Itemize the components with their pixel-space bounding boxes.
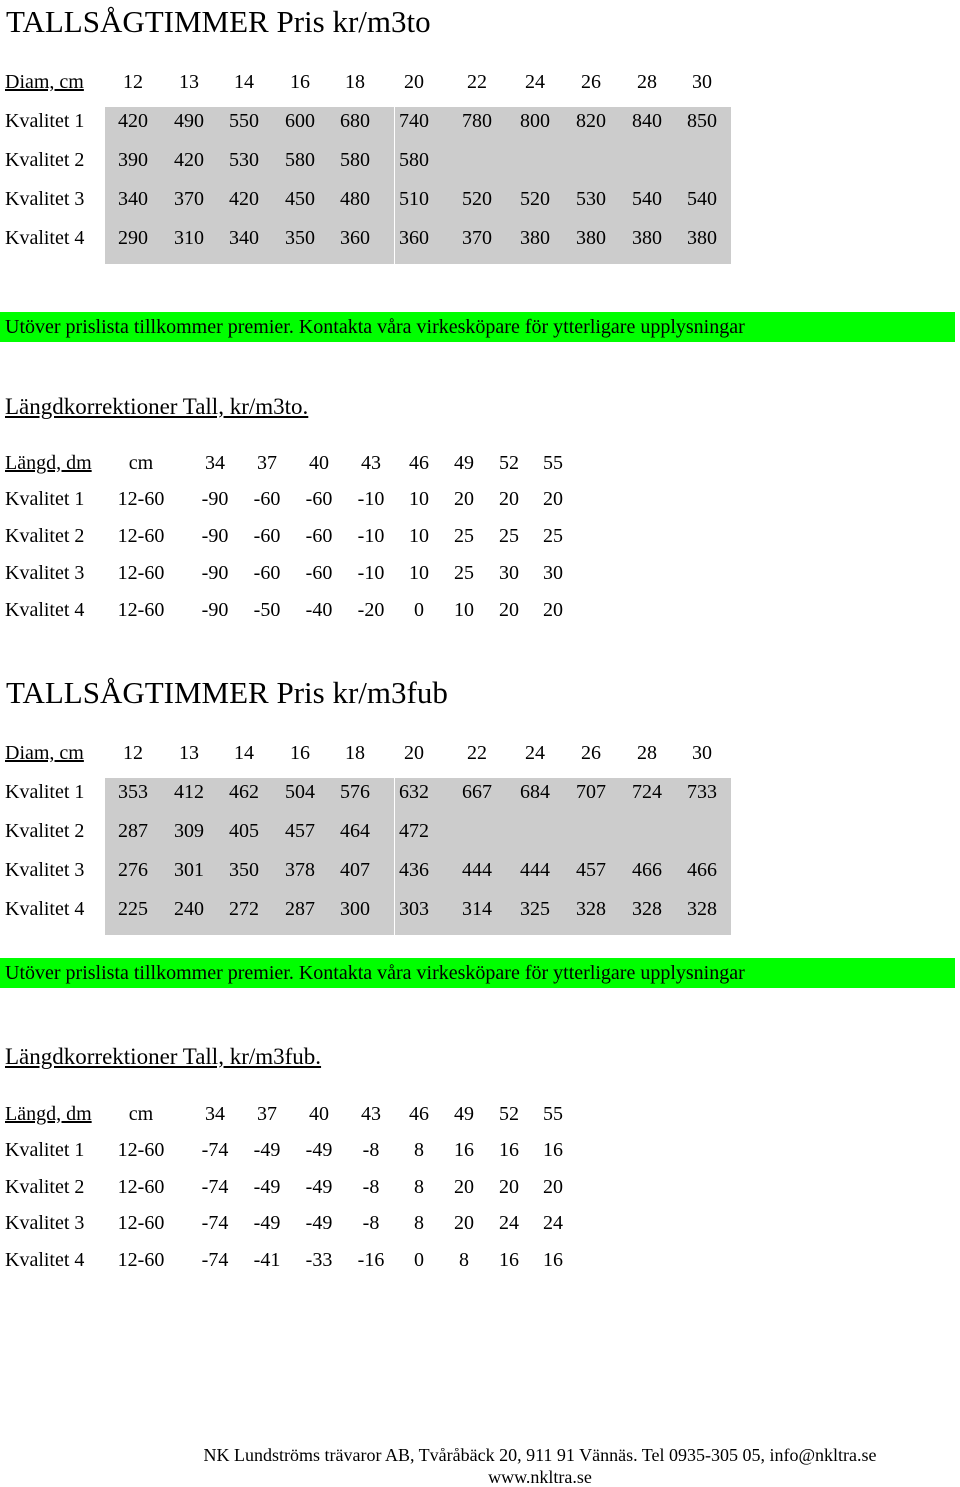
correction-cell: -10 (357, 562, 385, 584)
price-cell: 350 (229, 859, 259, 881)
price-grid-separator (394, 778, 395, 935)
length-header-cell: 40 (309, 1103, 329, 1125)
quality-row-label: Kvalitet 4 (5, 227, 85, 249)
length-header-cell: 37 (257, 1103, 277, 1125)
price-cell: 457 (576, 859, 606, 881)
price-cell: 378 (285, 859, 315, 881)
correction-cell: -50 (253, 599, 281, 621)
diameter-header-cell: 18 (345, 742, 365, 764)
price-cell: 309 (174, 820, 204, 842)
price-cell: 350 (285, 227, 315, 249)
correction-cell: -49 (253, 1176, 281, 1198)
price-cell: 380 (632, 227, 662, 249)
diameter-header-label: Diam, cm (5, 71, 84, 93)
correction-cell: 25 (454, 562, 474, 584)
correction-cell: 24 (543, 1212, 563, 1234)
price-cell: 667 (462, 781, 492, 803)
correction-cell: 12-60 (117, 1249, 165, 1271)
quality-row-label: Kvalitet 2 (5, 1176, 85, 1198)
price-cell: 340 (229, 227, 259, 249)
price-cell: 276 (118, 859, 148, 881)
correction-cell: -20 (357, 599, 385, 621)
correction-cell: 12-60 (117, 599, 165, 621)
correction-cell: 25 (499, 525, 519, 547)
length-header-cell: 43 (361, 452, 381, 474)
correction-cell: 16 (454, 1139, 474, 1161)
correction-cell: -60 (253, 562, 281, 584)
length-header-cell: 34 (205, 452, 225, 474)
diameter-header-label: Diam, cm (5, 742, 84, 764)
price-cell: 405 (229, 820, 259, 842)
diameter-header-cell: 28 (637, 742, 657, 764)
price-cell: 707 (576, 781, 606, 803)
correction-cell: -60 (253, 525, 281, 547)
correction-cell: -16 (357, 1249, 385, 1271)
correction-cell: 20 (499, 1176, 519, 1198)
price-cell: 680 (340, 110, 370, 132)
price-cell: 466 (632, 859, 662, 881)
correction-cell: 8 (414, 1176, 424, 1198)
correction-cell: 20 (543, 488, 563, 510)
correction-cell: 16 (499, 1249, 519, 1271)
correction-cell: 20 (454, 1212, 474, 1234)
diameter-header-cell: 12 (123, 71, 143, 93)
correction-cell: -8 (362, 1212, 380, 1234)
diameter-header-cell: 22 (467, 742, 487, 764)
correction-cell: 10 (409, 525, 429, 547)
price-cell: 457 (285, 820, 315, 842)
quality-row-label: Kvalitet 4 (5, 898, 85, 920)
price-cell: 390 (118, 149, 148, 171)
correction-cell: -74 (201, 1249, 229, 1271)
length-header-cell: 43 (361, 1103, 381, 1125)
correction-cell: 8 (414, 1139, 424, 1161)
length-header-cell: 55 (543, 1103, 563, 1125)
length-header-cell: 37 (257, 452, 277, 474)
price-cell: 466 (687, 859, 717, 881)
price-cell: 733 (687, 781, 717, 803)
correction-cell: 12-60 (117, 1212, 165, 1234)
price-cell: 580 (340, 149, 370, 171)
price-cell: 360 (399, 227, 429, 249)
diameter-header-cell: 26 (581, 742, 601, 764)
price-cell: 540 (687, 188, 717, 210)
diameter-header-cell: 20 (404, 71, 424, 93)
length-header-cell: 49 (454, 1103, 474, 1125)
price-cell: 472 (399, 820, 429, 842)
price-cell: 314 (462, 898, 492, 920)
correction-cell: 0 (414, 1249, 424, 1271)
quality-row-label: Kvalitet 4 (5, 1249, 85, 1271)
footer-contact-line: NK Lundströms trävaror AB, Tvåråbäck 20, 911 91 Vännäs. Tel 0935-305 05, info@nkltra.se (203, 1445, 877, 1465)
correction-cell: -60 (305, 525, 333, 547)
price-cell: 290 (118, 227, 148, 249)
quality-row-label: Kvalitet 2 (5, 149, 85, 171)
price-cell: 380 (687, 227, 717, 249)
price-cell: 444 (520, 859, 550, 881)
correction-cell: 30 (543, 562, 563, 584)
price-cell: 436 (399, 859, 429, 881)
price-cell: 240 (174, 898, 204, 920)
price-cell: 504 (285, 781, 315, 803)
correction-cell: -8 (362, 1139, 380, 1161)
diameter-header-cell: 26 (581, 71, 601, 93)
correction-cell: -60 (305, 488, 333, 510)
correction-cell: 20 (454, 1176, 474, 1198)
correction-cell: 12-60 (117, 1139, 165, 1161)
price-cell: 840 (632, 110, 662, 132)
price-cell: 360 (340, 227, 370, 249)
length-correction-title: Längdkorrektioner Tall, kr/m3to. (5, 394, 309, 419)
price-cell: 303 (399, 898, 429, 920)
price-cell: 380 (576, 227, 606, 249)
price-cell: 530 (576, 188, 606, 210)
price-cell: 490 (174, 110, 204, 132)
correction-cell: -49 (305, 1212, 333, 1234)
quality-row-label: Kvalitet 2 (5, 525, 85, 547)
correction-cell: -10 (357, 488, 385, 510)
price-cell: 480 (340, 188, 370, 210)
diameter-header-cell: 14 (234, 742, 254, 764)
correction-cell: 25 (454, 525, 474, 547)
correction-cell: 24 (499, 1212, 519, 1234)
price-cell: 328 (687, 898, 717, 920)
price-cell: 340 (118, 188, 148, 210)
price-cell: 780 (462, 110, 492, 132)
correction-cell: -90 (201, 488, 229, 510)
price-cell: 325 (520, 898, 550, 920)
diameter-header-cell: 30 (692, 742, 712, 764)
price-cell: 380 (520, 227, 550, 249)
diameter-header-cell: 20 (404, 742, 424, 764)
price-cell: 820 (576, 110, 606, 132)
correction-cell: 0 (414, 599, 424, 621)
correction-cell: -49 (253, 1139, 281, 1161)
correction-cell: 10 (409, 562, 429, 584)
correction-cell: -90 (201, 525, 229, 547)
price-cell: 370 (174, 188, 204, 210)
length-header-cell: cm (128, 452, 154, 474)
correction-cell: -49 (305, 1139, 333, 1161)
correction-cell: -33 (305, 1249, 333, 1271)
diameter-header-cell: 30 (692, 71, 712, 93)
diameter-header-cell: 16 (290, 71, 310, 93)
correction-cell: 30 (499, 562, 519, 584)
diameter-header-cell: 14 (234, 71, 254, 93)
price-cell: 462 (229, 781, 259, 803)
correction-cell: -8 (362, 1176, 380, 1198)
footer-website-link[interactable]: www.nkltra.se (488, 1467, 592, 1487)
correction-cell: 12-60 (117, 562, 165, 584)
price-cell: 520 (462, 188, 492, 210)
length-header-cell: 52 (499, 452, 519, 474)
price-cell: 420 (174, 149, 204, 171)
price-cell: 724 (632, 781, 662, 803)
quality-row-label: Kvalitet 3 (5, 859, 85, 881)
price-grid-separator (394, 107, 395, 264)
price-cell: 287 (285, 898, 315, 920)
price-cell: 600 (285, 110, 315, 132)
quality-row-label: Kvalitet 2 (5, 820, 85, 842)
length-header-cell: 46 (409, 452, 429, 474)
quality-row-label: Kvalitet 1 (5, 1139, 85, 1161)
price-cell: 287 (118, 820, 148, 842)
correction-cell: 12-60 (117, 488, 165, 510)
length-header-cell: 34 (205, 1103, 225, 1125)
correction-cell: -60 (253, 488, 281, 510)
price-cell: 540 (632, 188, 662, 210)
price-cell: 530 (229, 149, 259, 171)
section-title: TALLSÅGTIMMER Pris kr/m3fub (6, 675, 448, 710)
price-cell: 632 (399, 781, 429, 803)
price-cell: 328 (576, 898, 606, 920)
price-cell: 850 (687, 110, 717, 132)
diameter-header-cell: 12 (123, 742, 143, 764)
quality-row-label: Kvalitet 3 (5, 1212, 85, 1234)
price-cell: 407 (340, 859, 370, 881)
correction-cell: 20 (499, 599, 519, 621)
correction-cell: -74 (201, 1176, 229, 1198)
price-cell: 444 (462, 859, 492, 881)
diameter-header-cell: 18 (345, 71, 365, 93)
correction-cell: -40 (305, 599, 333, 621)
correction-cell: 12-60 (117, 525, 165, 547)
length-header-cell: cm (128, 1103, 154, 1125)
correction-cell: 20 (543, 1176, 563, 1198)
diameter-header-cell: 24 (525, 71, 545, 93)
price-cell: 420 (118, 110, 148, 132)
correction-cell: -49 (305, 1176, 333, 1198)
correction-cell: 8 (459, 1249, 469, 1271)
price-cell: 225 (118, 898, 148, 920)
correction-cell: 20 (543, 599, 563, 621)
correction-cell: -41 (253, 1249, 281, 1271)
length-header-cell: 46 (409, 1103, 429, 1125)
length-header-label: Längd, dm (5, 452, 92, 474)
correction-cell: -90 (201, 599, 229, 621)
correction-cell: 10 (409, 488, 429, 510)
price-cell: 370 (462, 227, 492, 249)
quality-row-label: Kvalitet 1 (5, 110, 85, 132)
correction-cell: 20 (454, 488, 474, 510)
price-cell: 464 (340, 820, 370, 842)
correction-cell: 8 (414, 1212, 424, 1234)
price-cell: 328 (632, 898, 662, 920)
length-correction-title: Längdkorrektioner Tall, kr/m3fub. (5, 1044, 322, 1069)
diameter-header-cell: 22 (467, 71, 487, 93)
price-cell: 684 (520, 781, 550, 803)
correction-cell: 16 (543, 1139, 563, 1161)
correction-cell: -60 (305, 562, 333, 584)
premium-notice-banner: Utöver prislista tillkommer premier. Kontakta våra virkesköpare för ytterligare upplysningar (0, 958, 955, 988)
price-cell: 450 (285, 188, 315, 210)
correction-cell: -49 (253, 1212, 281, 1234)
price-cell: 800 (520, 110, 550, 132)
correction-cell: -90 (201, 562, 229, 584)
diameter-header-cell: 16 (290, 742, 310, 764)
correction-cell: 10 (454, 599, 474, 621)
length-header-cell: 49 (454, 452, 474, 474)
correction-cell: 16 (499, 1139, 519, 1161)
price-cell: 420 (229, 188, 259, 210)
price-cell: 300 (340, 898, 370, 920)
diameter-header-cell: 13 (179, 742, 199, 764)
length-header-cell: 55 (543, 452, 563, 474)
quality-row-label: Kvalitet 4 (5, 599, 85, 621)
length-header-cell: 52 (499, 1103, 519, 1125)
section-title: TALLSÅGTIMMER Pris kr/m3to (6, 4, 431, 39)
correction-cell: -10 (357, 525, 385, 547)
correction-cell: 16 (543, 1249, 563, 1271)
quality-row-label: Kvalitet 3 (5, 188, 85, 210)
price-cell: 310 (174, 227, 204, 249)
correction-cell: -74 (201, 1139, 229, 1161)
price-cell: 353 (118, 781, 148, 803)
price-cell: 301 (174, 859, 204, 881)
diameter-header-cell: 24 (525, 742, 545, 764)
quality-row-label: Kvalitet 1 (5, 781, 85, 803)
price-cell: 520 (520, 188, 550, 210)
price-cell: 272 (229, 898, 259, 920)
price-cell: 412 (174, 781, 204, 803)
correction-cell: 25 (543, 525, 563, 547)
quality-row-label: Kvalitet 1 (5, 488, 85, 510)
price-cell: 580 (285, 149, 315, 171)
price-cell: 580 (399, 149, 429, 171)
length-header-cell: 40 (309, 452, 329, 474)
price-cell: 510 (399, 188, 429, 210)
correction-cell: 20 (499, 488, 519, 510)
length-header-label: Längd, dm (5, 1103, 92, 1125)
premium-notice-banner: Utöver prislista tillkommer premier. Kontakta våra virkesköpare för ytterligare upplysningar (0, 312, 955, 342)
diameter-header-cell: 13 (179, 71, 199, 93)
correction-cell: -74 (201, 1212, 229, 1234)
correction-cell: 12-60 (117, 1176, 165, 1198)
price-cell: 550 (229, 110, 259, 132)
diameter-header-cell: 28 (637, 71, 657, 93)
price-cell: 740 (399, 110, 429, 132)
quality-row-label: Kvalitet 3 (5, 562, 85, 584)
price-cell: 576 (340, 781, 370, 803)
